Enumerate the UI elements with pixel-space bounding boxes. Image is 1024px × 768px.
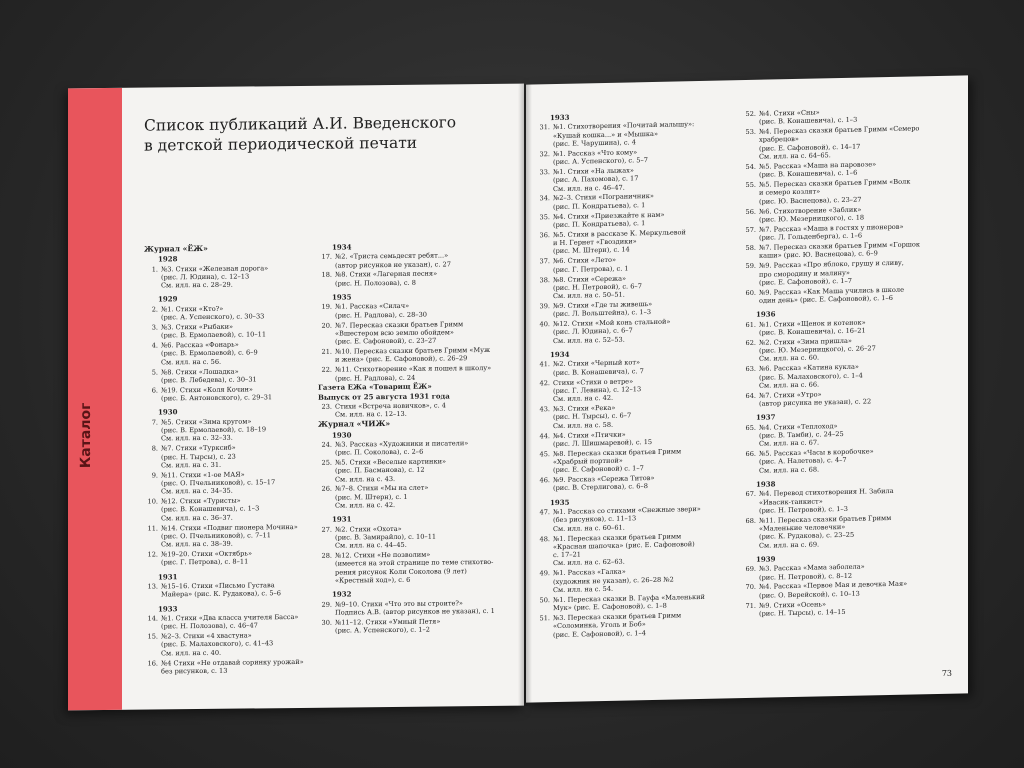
right-column-2 [742,106,942,620]
entry-number: 52. [745,109,756,119]
year-heading: 1935 [332,292,352,302]
catalog-entry [742,513,942,550]
entry-text: №8. Стихи «Лагерная песня» (рис. Н. Полозова), с. 8 [335,270,438,288]
catalog-entry [536,316,736,345]
catalog-entry [318,401,514,420]
entry-text: №3. Стихи «Река» (рис. Н. Тырсы), с. 6–7 См. илл. на с. 58. [553,403,632,430]
catalog-entry [144,496,312,523]
entry-text: №11. Пересказ сказки братьев Гримм «Маленькие человечки» (рис. К. Рудакова), с. 23–25 См. илл. на с. 69. [759,513,892,550]
catalog-entry [318,523,514,550]
catalog-entry [742,159,942,180]
entry-number: 29. [321,600,332,609]
catalog-entry [318,251,514,270]
entry-text: №4. Стихи «Приезжайте к нам» (рис. П. Кондратьева), с. 1 [553,210,665,230]
entry-number: 56. [745,207,756,216]
entry-number: 58. [745,243,756,253]
entry-text: №19. Стихи «Коля Кочин» (рис. Б. Антоновского), с. 29–31 [161,385,273,403]
entry-number: 48. [539,534,550,543]
catalog-entry [318,457,514,484]
entry-text: №1. Пересказ сказки братьев Гримм «Красная шапочка» (рис. Е. Сафоновой) с. 17–21 См. илл. на с. 62–63. [553,531,695,568]
entry-number: 31. [539,123,550,132]
catalog-entry [318,301,514,320]
catalog-entry [742,240,942,261]
catalog-entry [318,439,514,458]
entry-number: 19. [321,302,332,312]
entry-text: №1. Стихи «Кто?» (рис. А. Успенского), с. 30–33 [161,304,265,322]
year-heading: 1930 [332,429,352,440]
entry-text: №8. Стихи «Лошадка» (рис. В. Лебедева), с. 30–31 [161,367,257,385]
catalog-entry [536,375,736,404]
year-heading: 1932 [332,589,352,599]
page-title [144,112,456,155]
entry-number: 8. [151,444,158,453]
year-heading: 1931 [158,571,178,582]
entry-number: 40. [539,320,550,329]
catalog-entry [536,272,736,301]
catalog-entry [742,222,942,243]
entry-number: 42. [539,378,550,387]
entry-number: 70. [745,583,756,592]
entry-number: 57. [745,225,756,234]
entry-number: 17. [321,252,332,262]
year-heading: 1937 [756,412,776,423]
catalog-entry [742,579,942,600]
entry-text: №1. Стихи «На лыжах» (рис. А. Пахомова), с. 17 См. илл. на с. 46–47. [553,166,639,193]
year-heading: 1934 [332,242,352,252]
entry-number: 20. [321,321,332,330]
entry-number: 23. [321,402,332,411]
entry-text: №7. Стихи «Турксиб» (рис. Н. Тырсы), с. 23 См. илл. на с. 31. [161,443,236,470]
entry-text: №7. Рассказ «Маша в гостях у пионеров» (рис. Л. Гольденберга), с. 1–6 [759,222,904,242]
year-heading: 1934 [550,349,570,360]
entry-number: 9. [151,471,158,480]
entry-text: №5. Стихи «Зима кругом» (рис. В. Ермолаевой), с. 18–19 См. илл. на с. 32–33. [161,417,267,443]
catalog-entry [144,631,312,658]
entry-text: №9–10. Стихи «Что это вы строите?» Подпись А.В. (автор рисунков не указан), с. 1 [335,598,495,617]
entry-text: №4. Стихи «Птички» (рис. Л. Шишмаревой), с. 15 [553,430,653,448]
left-page [68,84,524,711]
catalog-entry [318,269,514,288]
catalog-entry [144,417,312,444]
entry-text: №1. Пересказ сказки В. Гауфа «Маленький Мук» (рис. Е. Сафоновой), с. 1–8 [553,592,705,613]
entry-text: №10. Пересказ сказки братьев Гримм «Муж и жена» (рис. Е. Сафоновой), с. 26–29 [335,346,491,364]
catalog-entry [742,361,942,390]
catalog-entry [536,531,736,568]
entry-text: №1. Стихи «Два класса учителя Басса» (рис. Н. Полозова), с. 46–47 [161,612,299,631]
entry-number: 7. [151,418,158,427]
catalog-entry [318,617,514,636]
entry-text: №6. Стихи «Лето» (рис. Г. Петрова), с. 1 [553,256,629,274]
catalog-entry [318,598,514,617]
entry-number: 54. [745,162,756,172]
entry-text: №11. Стихи «1-ое МАЯ» (рис. О. Пчельниковой), с. 15–17 См. илл. на с. 34–35. [161,470,276,496]
entry-number: 49. [539,569,550,578]
entry-number: 62. [745,338,756,347]
entry-number: 36. [539,230,550,240]
entry-number: 71. [745,601,756,610]
entry-number: 43. [539,405,550,414]
entry-text: №2–3. Стихи «Пограничник» (рис. П. Кондратьева), с. 1 [553,192,654,211]
catalog-entry [742,598,942,619]
entry-text: №4. Рассказ «Первое Мая и девочка Мая» (рис. О. Верейской), с. 10–13 [759,580,908,600]
catalog-entry [536,428,736,449]
entry-text: №1. Рассказ «Силач» (рис. Н. Радлова), с. 28–30 [335,302,427,320]
catalog-entry [144,366,312,384]
entry-number: 1. [151,265,158,274]
entry-number: 47. [539,508,550,517]
entry-number: 11. [147,524,158,533]
magazine-heading: Журнал «ЧИЖ» [318,419,391,429]
entry-text: Стихи «Стихи о ветре» (рис. Г. Левина), с. 12–13 См. илл. на с. 42. [553,376,642,404]
entry-text: №1. Рассказ со стихами «Снежные звери» (без рисунков), с. 11–13 См. илл. на с. 60–61. [553,505,701,533]
year-heading: 1935 [550,497,570,507]
entry-text: №2. Стихи «Зима пришла» (рис. Ю. Мезерницкого), с. 26–27 См. илл. на с. 60. [759,336,876,364]
catalog-entry [536,209,736,230]
entry-text: №3. Стихи «Железная дорога» (рис. Л. Юдина), с. 12–13 См. илл. на с. 28–29. [161,263,269,290]
book-gutter [518,84,532,706]
catalog-entry [536,254,736,275]
entry-number: 28. [321,551,332,560]
entry-text: №9. Рассказ «Сережа Титов» (рис. В. Стерлигова), с. 6–8 [553,474,655,493]
entry-number: 39. [539,302,550,311]
year-heading: 1938 [756,479,776,489]
entry-number: 50. [539,595,550,605]
catalog-entry [536,446,736,475]
entry-number: 41. [539,360,550,369]
catalog-entry [318,364,514,383]
entry-text: №4. Стихи «Теплоход» (рис. В. Тамби), с. 24–25 См. илл. на с. 67. [759,421,844,448]
entry-number: 59. [745,262,756,271]
catalog-entry [742,316,942,337]
entry-number: 51. [539,614,550,623]
entry-text: №6. Рассказ «Фонарь» (рис. В. Ермолаевой), с. 6–9 См. илл. на с. 56. [161,340,258,367]
entry-text: №5. Рассказ «Часы в коробочке» (рис. А. Налетова), с. 4–7 См. илл. на с. 68. [759,447,874,475]
catalog-entry [144,613,312,631]
entry-text: №7. Стихи «Утро» (автор рисунка не указан), с. 22 [759,390,872,408]
entry-text: №4. Перевод стихотворения Н. Забила «Ивасик-танкист» (рис. Н. Петровой), с. 1–3 [759,487,894,515]
entry-text: №3. Стихи «Рыбаки» (рис. В. Ермолаевой), с. 10–11 [161,322,267,340]
entry-number: 21. [321,347,332,356]
entry-number: 68. [745,516,756,525]
entry-number: 67. [745,490,756,499]
catalog-entry [742,420,942,449]
entry-text: №12. Стихи «Не позволим» (имеется на этой странице по теме стихотво- рения рисунок Коли Соколова (9 лет) «Крестный ход»), с. 6 [335,550,494,585]
catalog-entry [742,124,942,161]
catalog-entry [742,446,942,475]
entry-number: 27. [321,525,332,534]
catalog-entry [536,566,736,595]
entry-text: №7. Пересказ сказки братьев Гримм «Горшок каши» (рис. Ю. Васнецова), с. 6–9 [759,240,921,261]
catalog-entry [742,106,942,127]
entry-text: №19–20. Стихи «Октябрь» (рис. Г. Петрова), с. 8–11 [161,549,252,567]
catalog-entry [742,285,942,306]
entry-text: №1. Рассказ «Галка» (художник не указан), с. 26–28 №2 См. илл. на с. 54. [553,567,674,595]
catalog-entry [742,561,942,582]
catalog-entry [144,263,312,290]
entry-text: №4. Стихи «Сны» (рис. В. Конашевича), с. 1–3 [759,108,858,127]
entry-text: №6. Стихотворение «Заблик» (рис. Ю. Мезерницкого), с. 18 [759,205,865,224]
entry-number: 3. [151,323,158,332]
entry-text: №14. Стихи «Подвиг пионера Мочина» (рис. О. Пчельниковой), с. 7–11 См. илл. на с. 38–39. [161,522,298,549]
entry-number: 12. [147,550,158,559]
catalog-entry [144,340,312,367]
year-heading: 1930 [158,407,178,417]
entry-number: 45. [539,449,550,459]
catalog-entry [536,592,736,613]
entry-number: 61. [745,320,756,329]
subsection-heading: Выпуск от 25 августа 1931 года [318,391,450,402]
entry-number: 4. [151,341,158,350]
entry-number: 26. [321,485,332,494]
catalog-entry [144,304,312,322]
catalog-entry [536,357,736,378]
year-heading: 1928 [158,254,178,264]
entry-number: 69. [745,565,756,574]
page-title-line-1: Список публикаций А.И. Введенского [144,113,457,135]
entry-number: 18. [321,271,332,280]
catalog-band-label: Каталог [78,402,94,469]
entry-number: 53. [745,127,756,137]
catalog-entry [742,388,942,409]
catalog-entry [742,258,942,287]
catalog-entry [144,385,312,403]
catalog-entry [536,504,736,533]
catalog-entry [318,550,514,585]
left-column-1 [144,244,312,678]
catalog-entry [144,443,312,470]
entry-text: №5. Рассказ «Маша на паровозе» (рис. В. Конашевича), с. 1–6 [759,160,877,180]
entry-number: 64. [745,391,756,400]
left-column-2 [318,242,514,637]
entry-number: 46. [539,476,550,485]
catalog-entry [536,164,736,193]
catalog-entry [742,204,942,225]
entry-number: 30. [321,618,332,627]
entry-text: №9. Рассказ «Про яблоко, грушу и сливу, про смородину и малину» (рис. Е. Сафоновой), с. 1–7 [759,258,904,287]
catalog-entry [318,483,514,510]
entry-text: №8. Пересказ сказки братьев Гримм «Храбрый портной» (рис. Е. Сафоновой) с. 1–7 [553,447,682,475]
entry-number: 60. [745,288,756,297]
entry-text: №5. Стихи в рассказе К. Меркульевой и Н. Гернет «Гвоздики» (рис. М. Штерн), с. 14 [553,228,686,256]
entry-text: №5. Пересказ сказки братьев Гримм «Волк и семеро козлят» (рис. Ю. Васнецова), с. 23–27 [759,177,911,206]
entry-text: №9. Стихи «Где ты живешь» (рис. Л. Вольштейна), с. 1–3 [553,299,653,319]
year-heading: 1933 [158,603,178,614]
entry-text: №9. Рассказ «Как Маша учились в школе один день» (рис. Е. Сафоновой), с. 1–6 [759,285,904,305]
right-column-1 [536,110,736,641]
entry-text: №2–3. Стихи «4 хвастуна» (рис. Б. Малаховского), с. 41–43 См. илл. на с. 40. [161,631,274,658]
catalog-entry [742,486,942,515]
entry-text: №1. Стихи «Щенок и котенок» (рис. В. Конашевича), с. 16–21 [759,318,866,337]
entry-text: №4 Стихи «Не отдавай соринку урожай» без рисунков, с. 13 [161,657,304,676]
entry-number: 5. [151,368,158,377]
entry-text: №3. Пересказ сказки братьев Гримм «Соломинка, Уголь и Боб» (рис. Е. Сафоновой), с. 1–4 [553,611,682,639]
year-heading: 1939 [756,554,776,564]
entry-number: 37. [539,257,550,266]
entry-number: 55. [745,180,756,190]
catalog-entry [536,472,736,493]
entry-number: 16. [147,659,158,668]
right-page [526,75,968,702]
year-heading: 1929 [158,294,178,304]
entry-number: 35. [539,212,550,221]
magazine-heading: Журнал «ЁЖ» [144,243,208,254]
entry-number: 34. [539,194,550,203]
entry-text: №3. Рассказ «Художники и писатели» (рис. П. Соколова), с. 2–6 [335,438,469,457]
page-number: 73 [941,668,952,678]
catalog-entry [144,549,312,567]
catalog-entry [144,581,312,599]
year-heading: 1936 [756,309,776,320]
catalog-entry [536,191,736,212]
entry-text: Стихи «Встреча новичков», с. 4 См. илл. на с. 12–13. [335,401,446,419]
entry-number: 33. [539,168,550,177]
catalog-entry [536,227,736,256]
catalog-entry [144,322,312,340]
entry-text: №7–8. Стихи «Мы на слет» (рис. М. Штерн), с. 1 См. илл. на с. 42. [335,484,429,510]
catalog-entry [318,346,514,365]
catalog-entry [536,401,736,430]
entry-number: 22. [321,365,332,374]
catalog-entry [742,335,942,364]
entry-text: №12. Стихи «Мой конь стальной» (рис. Л. Юдина), с. 6–7 См. илл. на с. 52–53. [553,317,671,345]
subsection-heading: Газета ЕЖа «Товарищ ЁЖ» [318,382,432,393]
entry-number: 63. [745,365,756,374]
catalog-entry [536,610,736,639]
entry-number: 10. [147,497,158,506]
entry-number: 24. [321,440,332,449]
entry-number: 6. [151,386,158,395]
entry-text: №1. Рассказ «Что кому» (рис. А. Успенского), с. 5–7 [553,148,648,167]
entry-number: 38. [539,275,550,284]
entry-number: 44. [539,431,550,440]
catalog-entry [536,146,736,167]
year-heading: 1933 [550,112,570,123]
catalog-band [68,88,122,711]
entry-text: №11. Стихотворение «Как я пошел в школу» (рис. Н. Радлова), с. 24 [335,364,492,383]
entry-number: 65. [745,423,756,432]
entry-number: 14. [147,614,158,623]
entry-text: №12. Стихи «Туристы» (рис. В. Конашевича), с. 1–3 См. илл. на с. 36–37. [161,496,260,523]
entry-text: №15–16. Стихи «Письмо Густава Майера» (рис. К. Рудакова), с. 5–6 [161,581,282,599]
catalog-entry [536,120,736,149]
catalog-entry [318,319,514,346]
entry-number: 15. [147,632,158,641]
entry-text: №5. Стихи «Веселые картинки» (рис. П. Басманова), с. 12 См. илл. на с. 43. [335,457,446,484]
catalog-entry [742,177,942,206]
entry-text: №4. Пересказ сказки братьев Гримм «Семеро храбрецов» (рис. Е. Сафоновой), с. 14–17 См. илл. на с. 64–65. [759,124,920,161]
entry-number: 2. [151,305,158,314]
entry-text: №7. Пересказ сказки братьев Гримм «Вшестером всю землю обойдем» (рис. Е. Сафоновой), с. 23–27 [335,319,464,346]
entry-number: 13. [147,582,158,591]
entry-number: 32. [539,149,550,159]
catalog-entry [144,470,312,497]
entry-number: 66. [745,449,756,459]
entry-text: №2. Стихи «Черный кот» (рис. В. Конашевича), с. 7 [553,358,644,377]
entry-text: №9. Стихи «Осень» (рис. Н. Тырсы), с. 14–15 [759,599,846,618]
year-heading: 1931 [332,514,352,524]
catalog-entry [536,298,736,319]
catalog-entry [144,522,312,549]
entry-text: №6. Рассказ «Катина кукла» (рис. Б. Малаховского), с. 1–4 См. илл. на с. 66. [759,362,863,390]
entry-text: №2. «Триста семьдесят ребят...» (автор рисунков не указан), с. 27 [335,251,451,270]
page-title-line-2: в детской периодической печати [144,133,418,155]
entry-text: №11–12. Стихи «Умный Петя» (рис. А. Успенского), с. 1–2 [335,617,441,635]
entry-text: №2. Стихи «Охота» (рис. В. Замирайло), с. 10–11 См. илл. на с. 44–45. [335,524,437,550]
entry-text: №3. Рассказ «Мама заболела» (рис. Н. Петровой), с. 8–12 [759,562,865,582]
entry-text: №8. Стихи «Сережа» (рис. Н. Петровой), с. 6–7 См. илл. на с. 50–51. [553,274,642,301]
entry-text: №1. Стихотворения «Почитай малышу»: «Кушай кошка...» и «Мышка» (рис. Е. Чарушина), с. 4 [553,120,695,148]
catalog-entry [144,657,312,675]
entry-number: 25. [321,458,332,467]
